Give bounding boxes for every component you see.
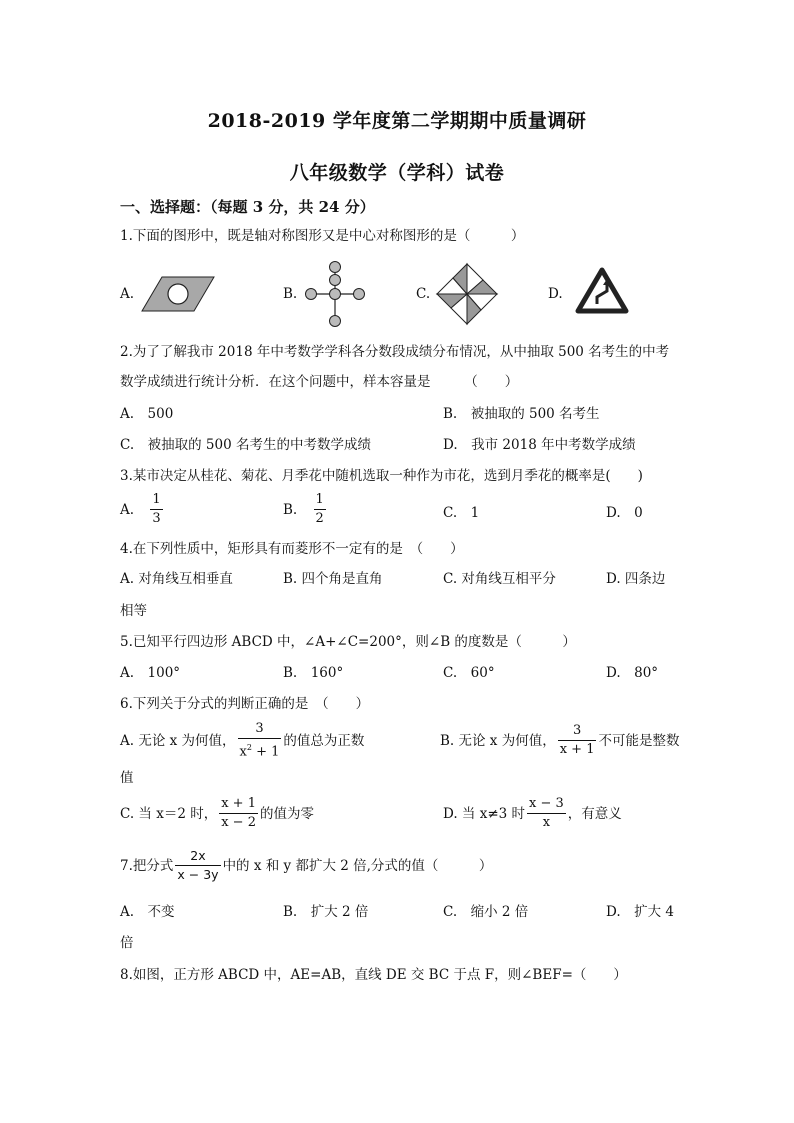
q6-option-d-fraction bbox=[527, 796, 566, 831]
fraction-numerator: x + 1 bbox=[219, 796, 258, 814]
question-4-stem: 4.在下列性质中，矩形具有而菱形不一定有的是 （ ） bbox=[120, 541, 464, 557]
fraction-denominator: x − 3y bbox=[177, 867, 219, 882]
cross-of-circles-icon bbox=[301, 260, 369, 328]
q7-stem-prefix: 7.把分式 bbox=[120, 857, 174, 874]
q6-option-b-wrap: 值 bbox=[120, 770, 134, 786]
parallelogram-with-circle-icon bbox=[140, 274, 216, 314]
question-7-stem bbox=[120, 845, 492, 885]
q7-option-b: B. 扩大 2 倍 bbox=[283, 904, 369, 920]
pinwheel-icon bbox=[433, 260, 503, 328]
q6-option-a-suffix: 的值总为正数 bbox=[283, 732, 365, 749]
question-1-stem: 1.下面的图形中，既是轴对称图形又是中心对称图形的是（ ） bbox=[120, 228, 525, 244]
exam-subtitle: 八年级数学（学科）试卷 bbox=[289, 162, 505, 184]
q4-option-d-wrap: 相等 bbox=[120, 603, 147, 619]
fraction-denominator: x bbox=[542, 815, 551, 830]
fraction-denominator: 3 bbox=[152, 511, 161, 526]
q7-option-c: C. 缩小 2 倍 bbox=[443, 904, 529, 920]
q6-option-c-fraction bbox=[219, 796, 258, 831]
q3-option-a-label: A. bbox=[120, 501, 135, 518]
fraction-denominator: x − 2 bbox=[221, 815, 256, 830]
q6-option-d-suffix: ，有意义 bbox=[567, 805, 622, 822]
section-header: 一、选择题：（每题 3 分，共 24 分） bbox=[120, 198, 375, 216]
q1-option-c-label: C. bbox=[416, 286, 431, 302]
q2-option-d: D. 我市 2018 年中考数学成绩 bbox=[443, 437, 636, 453]
q4-option-b: B. 四个角是直角 bbox=[283, 571, 383, 587]
q6-option-b-suffix: 不可能是整数 bbox=[598, 732, 680, 749]
q5-option-a: A. 100° bbox=[120, 665, 181, 681]
fraction-numerator: 2x bbox=[175, 848, 220, 866]
q5-option-c: C. 60° bbox=[443, 665, 495, 681]
q3-option-a-fraction bbox=[150, 492, 162, 527]
q4-option-d: D. 四条边 bbox=[606, 571, 666, 587]
q6-option-a-fraction bbox=[238, 721, 282, 760]
fraction-numerator: 1 bbox=[314, 492, 326, 510]
fraction-denominator bbox=[238, 739, 282, 760]
fraction-numerator: 3 bbox=[558, 723, 597, 741]
denominator-tail: + 1 bbox=[251, 744, 280, 760]
q7-fraction bbox=[175, 848, 220, 883]
question-6-stem: 6.下列关于分式的判断正确的是 （ ） bbox=[120, 696, 370, 712]
q3-option-c: C. 1 bbox=[443, 505, 480, 521]
question-2-stem-line1: 2.为了了解我市 2018 年中考数学学科各分数段成绩分布情况，从中抽取 500 名考生的中考 bbox=[120, 344, 670, 360]
denominator-exponent: 2 bbox=[246, 742, 252, 752]
q3-option-d: D. 0 bbox=[606, 505, 643, 521]
q6-option-b-text: B. 无论 x 为何值， bbox=[440, 732, 556, 749]
fraction-numerator: x − 3 bbox=[527, 796, 566, 814]
question-3-stem: 3.某市决定从桂花、菊花、月季花中随机选取一种作为市花，选到月季花的概率是( ) bbox=[120, 468, 643, 484]
q6-option-c bbox=[120, 793, 314, 833]
q6-option-c-text: C. 当 x＝2 时， bbox=[120, 805, 218, 822]
q7-option-d-wrap: 倍 bbox=[120, 935, 134, 951]
q7-stem-suffix: 中的 x 和 y 都扩大 2 倍,分式的值（ ） bbox=[222, 857, 493, 874]
q6-option-d bbox=[443, 793, 622, 833]
q4-option-c: C. 对角线互相平分 bbox=[443, 571, 556, 587]
q2-option-b: B. 被抽取的 500 名考生 bbox=[443, 406, 600, 422]
q6-option-d-text: D. 当 x≠3 时 bbox=[443, 805, 526, 822]
q6-option-b bbox=[440, 720, 679, 760]
q2-option-a: A. 500 bbox=[120, 406, 174, 422]
fraction-denominator: x + 1 bbox=[559, 742, 595, 757]
q6-option-a bbox=[120, 720, 364, 760]
question-2-stem-line2: 数学成绩进行统计分析．在这个问题中，样本容量是 （ ） bbox=[120, 374, 519, 390]
q6-option-a-text: A. 无论 x 为何值， bbox=[120, 732, 236, 749]
q5-option-d: D. 80° bbox=[606, 665, 659, 681]
question-5-stem: 5.已知平行四边形 ABCD 中，∠A+∠C=200°，则∠B 的度数是（ ） bbox=[120, 634, 576, 650]
warning-triangle-icon bbox=[575, 267, 629, 315]
q1-option-b-label: B. bbox=[283, 286, 298, 302]
q3-option-a bbox=[120, 492, 165, 532]
q5-option-b: B. 160° bbox=[283, 665, 344, 681]
q7-option-d: D. 扩大 4 bbox=[606, 904, 675, 920]
question-8-stem: 8.如图，正方形 ABCD 中，AE=AB，直线 DE 交 BC 于点 F，则∠BEF=（ ） bbox=[120, 967, 627, 983]
fraction-numerator: 1 bbox=[150, 492, 162, 510]
q3-option-b bbox=[283, 492, 328, 532]
q1-option-d-label: D. bbox=[548, 286, 563, 302]
q3-option-b-fraction bbox=[314, 492, 326, 527]
q2-option-c: C. 被抽取的 500 名考生的中考数学成绩 bbox=[120, 437, 371, 453]
q6-option-b-fraction bbox=[558, 723, 597, 758]
q4-option-a: A. 对角线互相垂直 bbox=[120, 571, 233, 587]
q3-option-b-label: B. bbox=[283, 501, 298, 518]
q7-option-a: A. 不变 bbox=[120, 904, 175, 920]
exam-title: 2018-2019 学年度第二学期期中质量调研 bbox=[207, 110, 587, 132]
denominator-base: x bbox=[239, 744, 247, 760]
fraction-numerator: 3 bbox=[238, 721, 282, 739]
q1-option-a-label: A. bbox=[120, 286, 135, 302]
q6-option-c-suffix: 的值为零 bbox=[259, 805, 314, 822]
fraction-denominator: 2 bbox=[315, 511, 324, 526]
